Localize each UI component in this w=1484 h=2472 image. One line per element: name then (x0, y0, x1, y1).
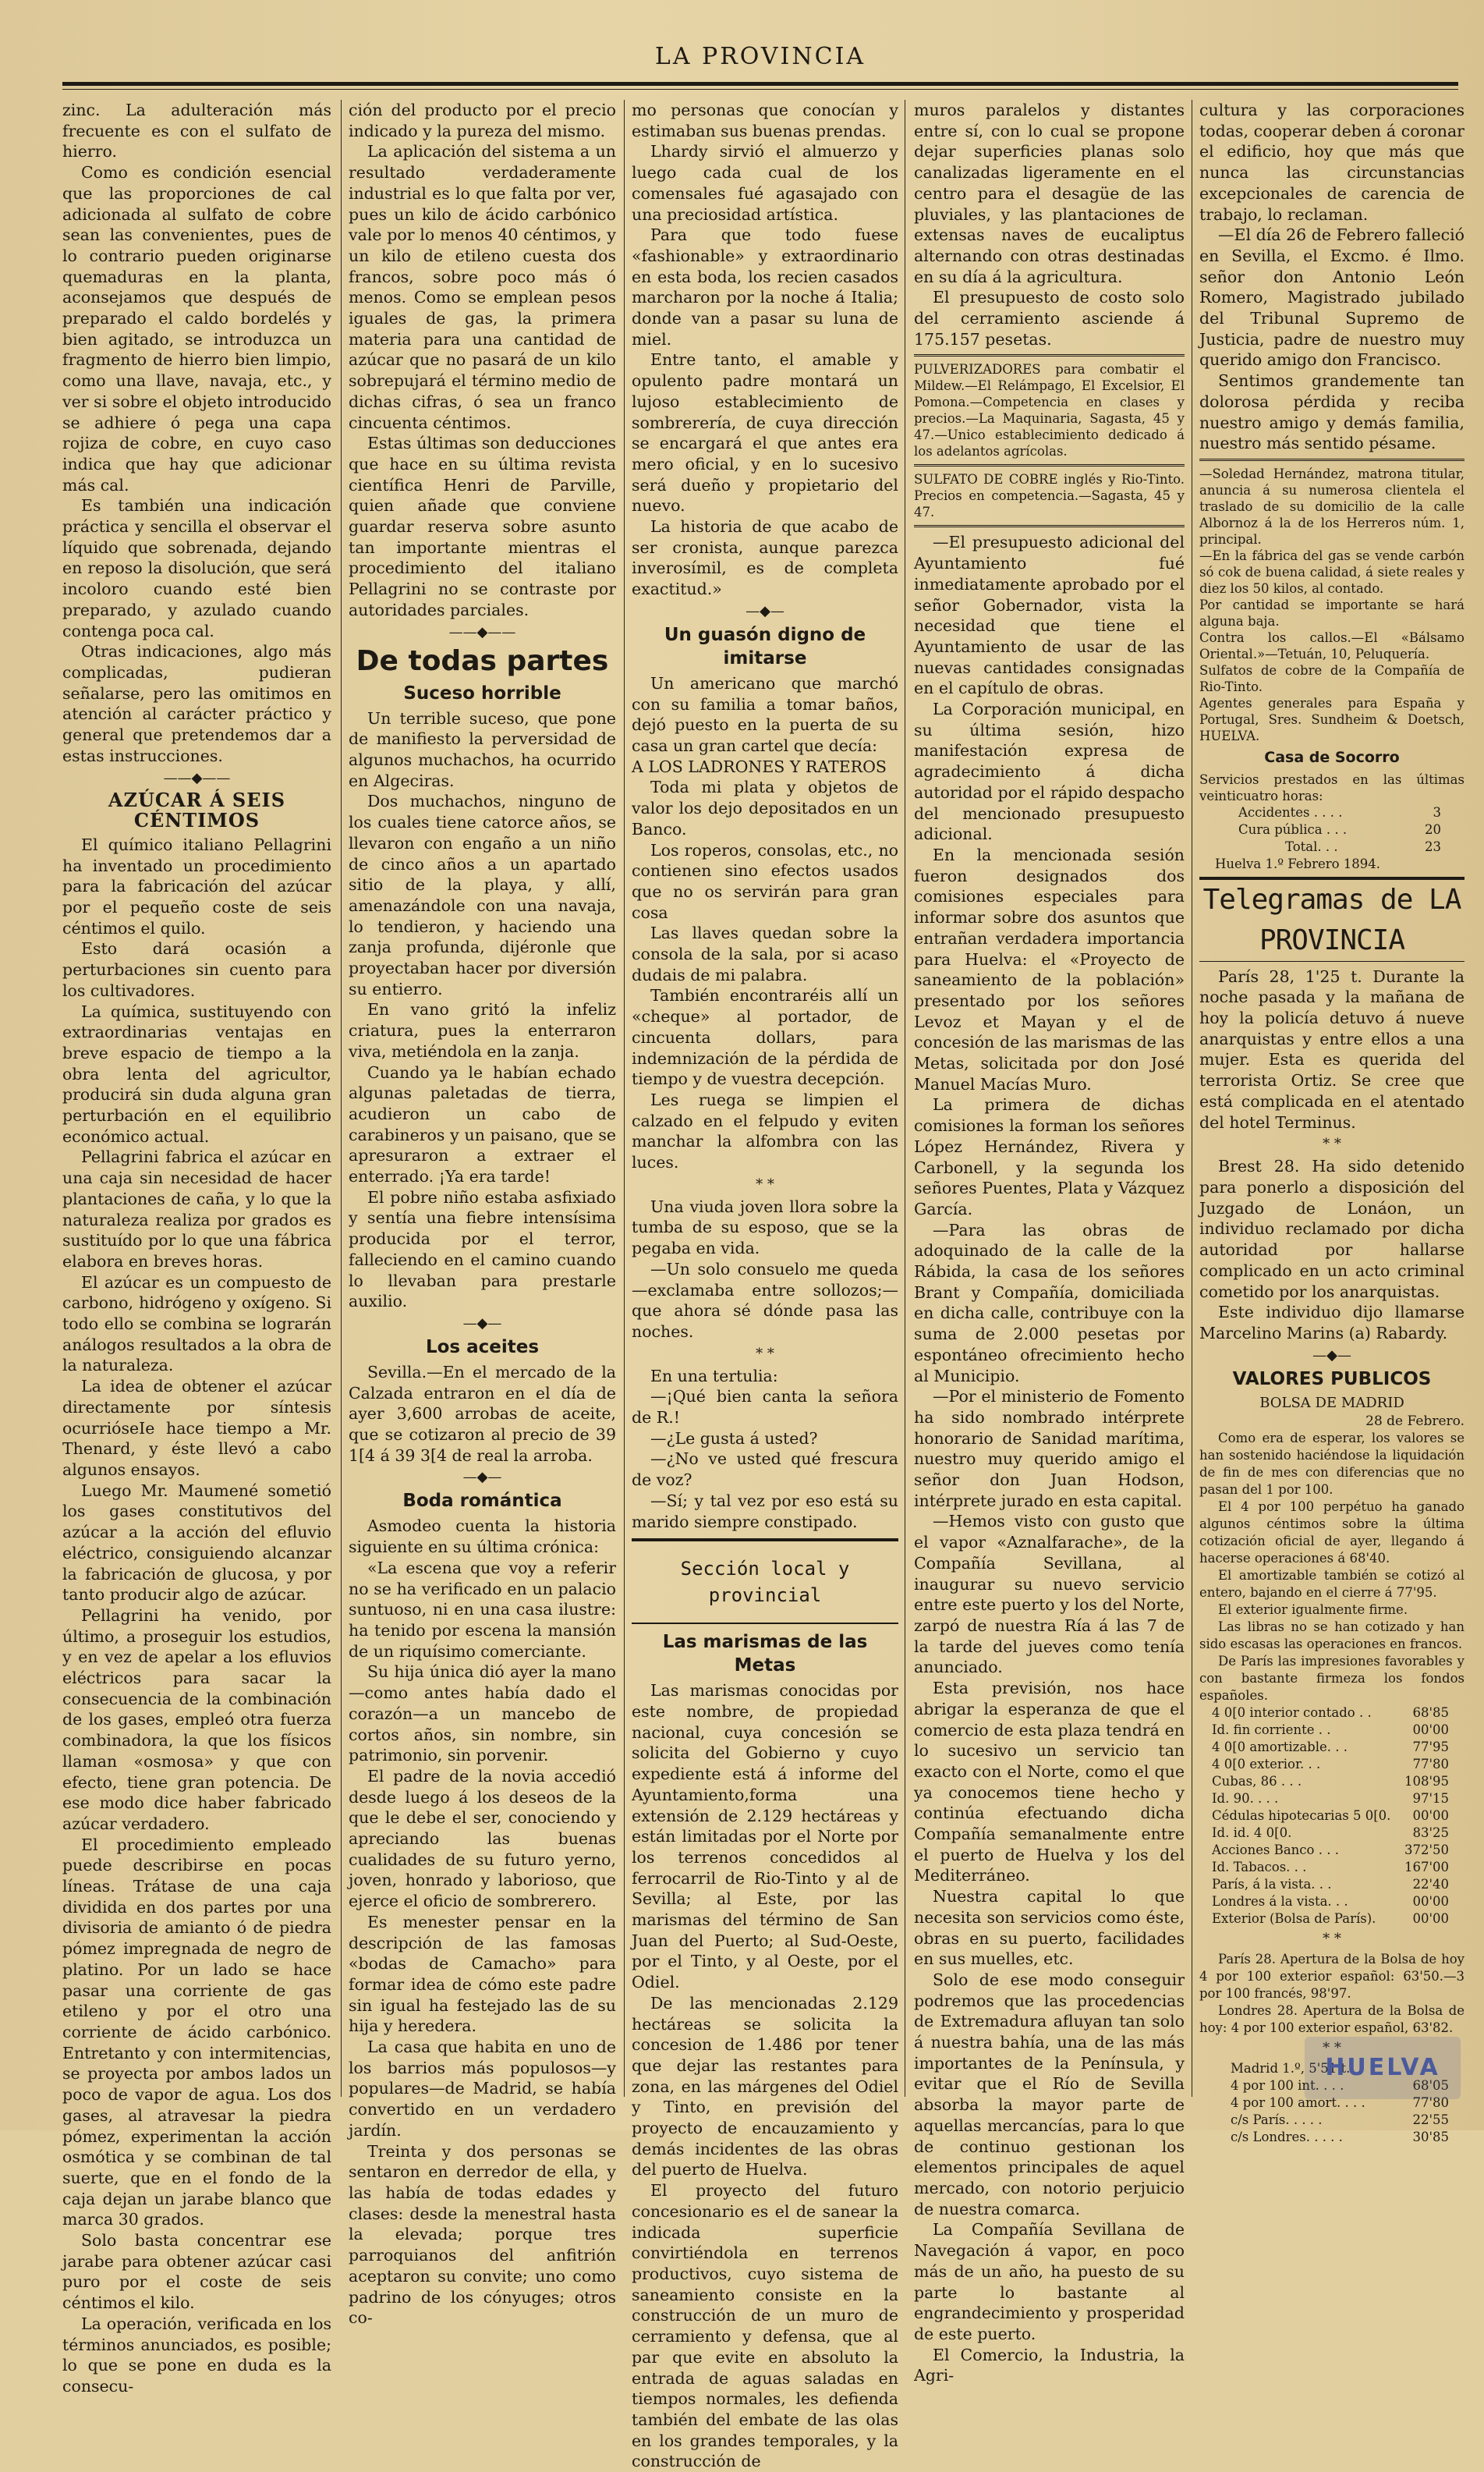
table-row: Id. id. 4 0[0. 83'25 (1212, 1825, 1449, 1840)
ornament-divider: * * (756, 1176, 774, 1193)
paragraph: En vano gritó la infeliz criatura, pues la enterraron viva, metiéndola en la zanja. (349, 1000, 616, 1061)
paragraph: Solo basta concentrar ese jarabe para obtener azúcar casi puro por el coste de seis céntimos el kilo. (62, 2231, 331, 2313)
table-row: Cura pública . . . 20 (1238, 821, 1441, 837)
paragraph: El procedimiento empleado puede describirse en pocas líneas. Trátase de una caja dividida en dos partes por una divisoria de amianto ó de piedra pómez impregnada de negro de platino. Por un lado se hace pasar una corriente de gas etileno y por el otro una corriente de ácido carbónico. Entretanto y con intermitencias, se proyecta por ambos lados un poco de vapor de agua. Los dos gases, al atravesar la piedra pómez, experimentan la acción osmótica y se combinan de tal suerte, que en el fondo de la caja dejan un jarabe blanco que marca 30 grados. (62, 1835, 331, 2229)
paragraph: El padre de la novia accedió desde luego á los deseos de la que le debe el ser, conociendo y apreciando las buenas cualidades de su futuro yerno, joven, honrado y laborioso, que ejerce el oficio de sombrerero. (349, 1766, 616, 1911)
paragraph: La idea de obtener el azúcar directamente por síntesis ocurrióseIe hace tiempo a Mr. Thenard, y éste llevó a cabo algunos ensayos. (62, 1377, 331, 1479)
telegramas-heading: Telegramas de LA PROVINCIA (1199, 877, 1465, 962)
table-row: Id. Tabacos. . . 167'00 (1212, 1859, 1449, 1874)
paragraph: Las marismas conocidas por este nombre, de propiedad nacional, cuya concesión se solicita del Gobierno y cuyo expediente está á informe del Ayuntamiento,forma una extensión de 2.129 hectáreas y están limitadas por el Norte por los terrenos concedidos al ferrocarril de Rio-Tinto y al de Sevilla; al Este, por las marismas del término de San Juan del Puerto; al Sud-Oeste, por el Tinto, y al Oeste, por el Odiel. (632, 1681, 898, 1992)
paragraph: En una tertulia: (650, 1366, 778, 1385)
socorro-title: Casa de Socorro (1264, 748, 1400, 766)
ad-rule (914, 525, 1185, 527)
paragraph: Los roperos, consolas, etc., no contienen sino efectos usados que no os servirán para gran cosa (632, 840, 898, 922)
paragraph: En la mencionada sesión fueron designados dos comisiones especiales para informar sobre dos asuntos que entrañan verdadera importancia para Huelva: el «Proyecto de saneamiento de la población» presentado por los señores Levoz et Mayan y el de concesión de las marismas de las Metas, solicitada por don José Manuel Macías Muro. (914, 845, 1185, 1094)
paragraph: Otras indicaciones, algo más complicadas, pudieran señalarse, pero las omitimos en atención al carácter práctico y general que pretendemos dar a estas instrucciones. (62, 642, 331, 765)
paragraph: Su hija única dió ayer la mano—como antes había dado el corazón—a un mancebo de cortos años, sin nombre, sin patrimonio, sin porvenir. (349, 1662, 616, 1765)
column-divider (624, 100, 625, 2097)
table-row: c/s Londres. . . . . 30'85 (1231, 2129, 1449, 2144)
paragraph: París 28. Apertura de la Bolsa de hoy 4 por 100 exterior español: 63'50.—3 por 100 francés, 98'97. (1199, 1951, 1465, 2001)
paragraph: —Hemos visto con gusto que el vapor «Aznalfarache», de la Compañía Sevillana, al inaugurar su nuevo servicio entre este puerto y los del Norte, zarpó de nuestra Ría á las 7 de la tarde del jueves como tenía anunciado. (914, 1512, 1185, 1677)
paragraph: De las mencionadas 2.129 hectáreas se solicita la concesion de 1.486 por tener que dejar las restantes para zona, en las márgenes del Odiel y Tinto, en previsión del proyecto de encauzamiento y demás incidentes de las obras del puerto de Huelva. (632, 1993, 898, 2179)
masthead: LA PROVINCIA (654, 43, 866, 70)
column-2 (349, 100, 616, 2328)
paragraph: Dos muchachos, ninguno de los cuales tiene catorce años, se llevaron con engaño a un niño de cinco años a un apartado sitio de la playa, y allí, amenazándole con una navaja, lo tendieron, y haciendo una zanja profunda, dijéronle que proyectaban hacer por diversión su entierro. (349, 792, 616, 998)
ornament-divider: —◆— (1312, 1346, 1351, 1364)
section-heading: De todas partes (356, 644, 609, 677)
paragraph: «La escena que voy a referir no se ha verificado en un palacio suntuoso, ni en una casa ilustre: ha tenido por escena la mansión de un riquísimo comerciante. (349, 1558, 616, 1661)
column-5 (1199, 100, 1465, 2144)
article-heading: Las marismas de las Metas (662, 1632, 868, 1676)
paragraph: El amortizable también se cotizó al entero, bajando en el cierre á 77'95. (1199, 1567, 1465, 1600)
table-row: c/s París. . . . . 22'55 (1231, 2112, 1449, 2127)
masthead-rule-thin (62, 89, 1458, 90)
paragraph: —Sí; y tal vez por eso está su marido siempre constipado. (632, 1491, 898, 1531)
column-4 (914, 100, 1185, 2385)
paragraph: Es menester pensar en la descripción de las famosas «bodas de Camacho» para formar idea de cómo este padre sin igual ha festejado las de su hija y heredera. (349, 1912, 616, 2036)
advertisement: Por cantidad se importante se hará alguna baja. (1199, 597, 1465, 629)
ornament-divider: * * (756, 1345, 774, 1362)
paragraph: muros paralelos y distantes entre sí, con lo cual se propone dejar superficies planas solo canalizadas ligeramente en el centro para el desagüe de las pluviales, y las plantaciones de extensas naves de eucaliptus alternando con otras destinadas en su día á la agricultura. (914, 101, 1185, 286)
paragraph: Londres 28. Apertura de la Bolsa de hoy: 4 por 100 exterior español, 63'82. (1199, 2002, 1465, 2035)
ornament-divider: —◆— (462, 1469, 502, 1486)
paragraph: Este individuo dijo llamarse Marcelino Marins (a) Rabardy. (1199, 1303, 1465, 1342)
bolsa-date: 28 de Febrero. (1365, 1413, 1465, 1429)
section-banner: Sección local y provincial (632, 1538, 898, 1624)
table-row: Cédulas hipotecarias 5 0[0. 00'00 (1212, 1807, 1449, 1823)
paragraph: —Para las obras de adoquinado de la calle de la Rábida, la casa de los señores Brant y Compañía, domiciliada en dicha calle, contribuye con la suma de 2.000 pesetas por espontáneo ofrecimiento hecho al Municipio. (914, 1220, 1185, 1385)
table-row: 4 por 100 int. . . . 68'05 (1231, 2077, 1449, 2093)
paragraph: ción del producto por el precio indicado y la pureza del mismo. (349, 101, 616, 140)
madrid-heading: Madrid 1.º, 5'51 t. (1231, 2060, 1351, 2076)
paragraph: cultura y las corporaciones todas, cooperar deben á coronar el edificio, hoy que más que nunca las circunstancias excepcionales de carencia de trabajo, lo reclaman. (1199, 101, 1465, 224)
quotes-table (1199, 1704, 1465, 1928)
paragraph: Pellagrini fabrica el azúcar en una caja sin necesidad de hacer plantaciones de caña, y lo que la naturaleza realiza por grados es sustituído por lo que una fábrica elabora en breves horas. (62, 1147, 331, 1271)
paragraph: Para que todo fuese «fashionable» y extraordinario en esta boda, los recien casados marcharon por la noche á Italia; donde van a pasar su luna de miel. (632, 225, 898, 349)
paragraph: Como es condición esencial que las proporciones de cal adicionada al sulfato de cobre sean las convenientes, pues de lo contrario pueden originarse quemaduras en la planta, aconsejamos que después de preparado el caldo bordelés y bien agitado, se introduzca un fragmento de hierro bien limpio, como una llave, navaja, etc., y ver si sobre el objeto introducido se adhiere ó pega una capa rojiza de cobre, en cuyo caso indica que hay que adicionar más cal. (62, 163, 331, 495)
paragraph: Esto dará ocasión a perturbaciones sin cuento para los cultivadores. (62, 939, 331, 1000)
paragraph: La química, sustituyendo con extraordinarias ventajas en breve espacio de tiempo a la obra lenta del agricultor, producirá sin duda alguna gran perturbación en el equilibrio económico actual. (62, 1002, 331, 1146)
ornament-divider: —◆— (746, 602, 785, 619)
paragraph: Asmodeo cuenta la historia siguiente en su última crónica: (349, 1516, 616, 1557)
table-row: Total. . . 23 (1285, 839, 1441, 854)
paragraph: El presupuesto de costo solo del cerramiento asciende á 175.157 pesetas. (914, 288, 1185, 349)
ad-rule (914, 464, 1185, 466)
paragraph: El 4 por 100 perpétuo ha ganado algunos céntimos sobre la última cotización oficial de ayer, llegando á hacerse operaciones á 68'40. (1199, 1498, 1465, 1566)
paragraph: La Compañía Sevillana de Navegación á vapor, en poco más de un año, ha puesto de su parte lo bastante al engrandecimiento y prosperidad de este puerto. (914, 2220, 1185, 2343)
paragraph: París 28, 1'25 t. Durante la noche pasada y la mañana de hoy la policía detuvo á nueve anarquistas y entre ellos a una mujer. Esta es querida del terrorista Ortiz. Se cree que está complicada en el atentado del hotel Terminus. (1199, 966, 1465, 1132)
table-row: Accidentes . . . . 3 (1238, 804, 1441, 820)
table-row: 4 0[0 exterior. . . 77'80 (1212, 1756, 1449, 1772)
table-row: Cubas, 86 . . . 108'95 (1212, 1773, 1449, 1789)
paragraph: zinc. La adulteración más frecuente es con el sulfato de hierro. (62, 101, 331, 161)
table-row: París, á la vista. . . 22'40 (1212, 1876, 1449, 1892)
paragraph: Lhardy sirvió el almuerzo y luego cada cual de los comensales fué agasajado con una preciosidad artística. (632, 142, 898, 224)
paragraph: Es también una indicación práctica y sencilla el observar el líquido que sobrenada, dejando en reposo la disolución, que será incoloro cuando esté bien preparado, y azulado cuando contenga poca cal. (62, 496, 331, 640)
paragraph: Nuestra capital lo que necesita son servicios como éste, obras en su puerto, facilidades en sus muelles, etc. (914, 1887, 1185, 1969)
article-heading: AZÚCAR Á SEIS CÉNTIMOS (108, 788, 286, 832)
valores-heading: VALORES PUBLICOS (1232, 1368, 1432, 1389)
ornament-divider: * * (1323, 2039, 1341, 2056)
paragraph: La aplicación del sistema a un resultado verdaderamente industrial es lo que falta por ver, pues un kilo de ácido carbónico vale por lo menos 40 céntimos, y un kilo de etileno cuesta dos francos, sobre poco más ó menos. Como se emplean pesos iguales de gas, la primera materia para una cantidad de azúcar que no pasará de un kilo sobrepujará el término medio de dichas cifras, ó sea un franco cincuenta céntimos. (349, 142, 616, 432)
ornament-divider: ——◆—— (448, 623, 516, 640)
paragraph: El azúcar es un compuesto de carbono, hidrógeno y oxígeno. Si todo ello se combina se lograrán análogos resultados a la obra de la naturaleza. (62, 1272, 331, 1375)
masthead-rule (62, 82, 1458, 86)
sign-title: A LOS LADRONES Y RATEROS (632, 757, 887, 776)
advertisement: —Soledad Hernández, matrona titular, anuncia á su numerosa clientela el traslado de su domicilio de la calle Albornoz á la de los Herreros núm. 1, principal. (1199, 466, 1465, 547)
socorro-intro: Servicios prestados en las últimas veinticuatro horas: (1199, 771, 1465, 803)
paragraph: —Un solo consuelo me queda—exclamaba entre sollozos;—que ahora sé dónde pasa las noches. (632, 1259, 898, 1341)
paragraph: Como era de esperar, los valores se han sostenido haciéndose la liquidación de fin de mes con diferencias que no pasan del 1 por 100. (1199, 1430, 1465, 1497)
ad-rule (1199, 459, 1465, 461)
article-subheading: Suceso horrible (403, 683, 561, 704)
table-row: Exterior (Bolsa de París). 00'00 (1212, 1910, 1449, 1926)
paragraph: Les ruega se limpien el calzado en el felpudo y eviten manchar la alfombra con las luces. (632, 1090, 898, 1172)
paragraph: Las libras no se han cotizado y han sido escasas las operaciones en francos. (1199, 1619, 1465, 1651)
paragraph: También encontraréis allí un «cheque» al portador, de cincuenta dollars, para indemnización de la pérdida de tiempo y de vuestra decepción. (632, 986, 898, 1089)
column-3 (632, 100, 898, 2471)
paragraph: Estas últimas son deducciones que hace en su última revista científica Henri de Parville, quien añade que conviene guardar reserva sobre asunto tan importante mientras el procedimiento del italiano Pellagrini no se contraste por autoridades parciales. (349, 434, 616, 619)
paragraph: El pobre niño estaba asfixiado y sentía una fiebre intensísima producida por el terror, falleciendo en el camino cuando lo llevaban para prestarle auxilio. (349, 1187, 616, 1311)
paragraph: Entre tanto, el amable y opulento padre montará un lujoso establecimiento de sombrerería, de cuya dirección se encargará el que antes era mero oficial, y en lo sucesivo será dueño y propietario del nuevo. (632, 350, 898, 516)
ad-rule (914, 354, 1185, 356)
ornament-divider: * * (1323, 1136, 1341, 1153)
ornament-divider: * * (1323, 1930, 1341, 1947)
paragraph: Un americano que marchó con su familia a tomar baños, dejó puesto en la puerta de su casa un gran cartel que decía: (632, 673, 898, 755)
paragraph: Sentimos grandemente tan dolorosa pérdida y reciba nuestro amigo y demás familia, nuestro más sentido pésame. (1199, 371, 1465, 453)
paragraph: —El día 26 de Febrero falleció en Sevilla, el Excmo. é Ilmo. señor don Antonio León Romero, Magistrado jubilado del Tribunal Supremo de Justicia, padre de nuestro muy querido amigo don Francisco. (1199, 225, 1465, 370)
paragraph: De París las impresiones favorables y con bastante firmeza los fondos españoles. (1199, 1653, 1465, 1703)
column-divider (341, 100, 342, 2097)
advertisement: —En la fábrica del gas se vende carbón só cok de buena calidad, á siete reales y diez los 50 kilos, al contado. (1199, 548, 1465, 596)
paragraph: Una viuda joven llora sobre la tumba de su esposo, que se la pegaba en vida. (632, 1197, 898, 1258)
paragraph: —¿Le gusta á usted? (650, 1428, 818, 1448)
paragraph: Pellagrini ha venido, por último, a proseguir los estudios, y en vez de apelar a los efluvios eléctricos para sacar la consecuencia de la combinación de los gases, empleó otra fuerza combinadora, la que los físicos llaman «osmosa» y que con efecto, tiene gran potencia. De ese modo dice haber fabricado azúcar verdadero. (62, 1605, 331, 1833)
advertisement: Agentes generales para España y Portugal, Sres. Sundheim & Doetsch, HUELVA. (1199, 695, 1465, 743)
paragraph: Cuando ya le habían echado algunas paletadas de tierra, acudieron un cabo de carabineros y un paisano, que se apresuraron a extraer el enterrado. ¡Ya era tarde! (349, 1062, 616, 1186)
library-stamp: HUELVA (1305, 2037, 1461, 2099)
paragraph: mo personas que conocían y estimaban sus buenas prendas. (632, 101, 898, 140)
paragraph: La primera de dichas comisiones la forman los señores López Hernández, Rivera y Carbonell, y la segunda los señores Puentes, Plata y Vázquez García. (914, 1095, 1185, 1218)
paragraph: Sevilla.—En el mercado de la Calzada entraron en el día de ayer 3,600 arrobas de aceite, que se cotizaron al precio de 39 1[4 á 39 3[4 de real la arroba. (349, 1362, 616, 1465)
table-row: Id. fin corriente . . 00'00 (1212, 1722, 1449, 1737)
bolsa-heading: BOLSA DE MADRID (1259, 1394, 1404, 1411)
socorro-table (1199, 804, 1465, 856)
socorro-date: Huelva 1.º Febrero 1894. (1215, 856, 1381, 871)
article-heading: Un guasón digno de imitarse (664, 624, 866, 669)
advertisement-title: Sulfatos de cobre de la Compañía de Rio-Tinto. (1199, 662, 1465, 694)
advertisement: SULFATO DE COBRE inglés y Rio-Tinto. Precios en competencia.—Sagasta, 45 y 47. (914, 472, 1185, 520)
paragraph: El Comercio, la Industria, la Agri- (914, 2345, 1185, 2385)
paragraph: El exterior igualmente firme. (1218, 1601, 1408, 1617)
ornament-divider: —◆— (462, 1314, 502, 1332)
paragraph: Treinta y dos personas se sentaron en derredor de ella, y las había de todas edades y clases: desde la menestral hasta la elevada; porque tres parroquianos del anfitrión aceptaron su convite; uno como padrino de los cónyuges; otros co- (349, 2141, 616, 2328)
table-row: Id. 90. . . . 97'15 (1212, 1790, 1449, 1806)
ornament-divider: ——◆—— (163, 769, 231, 786)
paragraph: Luego Mr. Maumené sometió los gases constitutivos del azúcar a la acción del efluvio eléctrico, consiguiendo alcanzar la fabricación de glucosa, y por tanto producir algo de azúcar. (62, 1481, 331, 1605)
paragraph: —¡Qué bien canta la señora de R.! (632, 1387, 898, 1428)
paragraph: Las llaves quedan sobre la consola de la sala, por si acaso dudais de mi palabra. (632, 924, 898, 984)
advertisement: Contra los callos.—El «Bálsamo Oriental.»—Tetuán, 10, Peluquería. (1199, 630, 1465, 661)
paragraph: El proyecto del futuro concesionario es el de sanear la indicada superficie convirtiéndola en terrenos productivos, cuyo sistema de saneamiento consiste en la construcción de un muro de cerramiento y defensa, que al par que evite en absoluto la entrada de aguas saladas en tiempos normales, les defienda también del embate de las olas en los grandes temporales, y la construcción de (632, 2181, 898, 2471)
paragraph: —El presupuesto adicional del Ayuntamiento fué inmediatamente aprobado por el señor Gobernador, vista la necesidad que tiene el Ayuntamiento de usar de las nuevas cantidades consignadas en el capítulo de obras. (914, 533, 1185, 698)
paragraph: La historia de que acabo de ser cronista, aunque parezca inverosímil, es de completa exactitud.» (632, 517, 898, 599)
paragraph: Un terrible suceso, que pone de manifiesto la perversidad de algunos muchachos, ha ocurrido en Algeciras. (349, 708, 616, 790)
article-subheading: Los aceites (425, 1336, 540, 1357)
table-row: 4 por 100 amort. . . . 77'80 (1231, 2094, 1449, 2110)
paragraph: Brest 28. Ha sido detenido para ponerlo a disposición del Juzgado de Lonáon, un individuo reclamado por dicha autoridad por hallarse complicado en un acto criminal cometido por los anarquistas. (1199, 1157, 1465, 1301)
paragraph: Toda mi plata y objetos de valor los dejo depositados en un Banco. (632, 778, 898, 839)
paragraph: La Corporación municipal, en su última sesión, hizo manifestación expresa de agradecimiento á dicha autoridad por el rápido despacho del mencionado presupuesto adicional. (914, 700, 1185, 844)
table-row: 4 0[0 amortizable. . . 77'95 (1212, 1739, 1449, 1754)
paragraph: Esta previsión, nos hace abrigar la esperanza de que el comercio de esta plaza tendrá en lo sucesivo un servicio tan exacto con el Norte, como el que ya conocemos tiene hecho y continúa efectuando dicha Compañía semanalmente entre el puerto de Huelva y los del Mediterráneo. (914, 1679, 1185, 1885)
column-1 (62, 100, 331, 2396)
paragraph: La casa que habita en uno de los barrios más populosos—y populares—de Madrid, se había convertido en un verdadero jardín. (349, 2038, 616, 2140)
table-row: 4 0[0 interior contado . . 68'85 (1212, 1704, 1449, 1720)
paragraph: La operación, verificada en los términos anunciados, es posible; lo que se pone en duda es la consecu- (62, 2314, 331, 2396)
paragraph: El químico italiano Pellagrini ha inventado un procedimiento para la fabricación del azúcar por el pequeño coste de seis céntimos el quilo. (62, 835, 331, 938)
table-row: Londres á la vista. . . 00'00 (1212, 1893, 1449, 1909)
paragraph: —¿No ve usted qué frescura de voz? (632, 1449, 898, 1490)
paragraph: —Por el ministerio de Fomento ha sido nombrado intérprete honorario de Sanidad marítima, nuestro muy querido amigo el señor don Juan Hodson, intérprete jurado en esta capital. (914, 1387, 1185, 1510)
table-row: Acciones Banco . . . 372'50 (1212, 1842, 1449, 1857)
paragraph: Solo de ese modo conseguir podremos que las procedencias de Extremadura afluyan tan solo á nuestra bahía, una de las más importantes de la Península, y evitar que el Río de Sevilla absorba la mayor parte de aquellas mercancías, para lo que de continuo gestionan los elementos principales de aquel mercado, con notorio perjuicio de nuestra comarca. (914, 1970, 1185, 2218)
advertisement: PULVERIZADORES para combatir el Mildew.—El Relámpago, El Excelsior, El Pomona.—Competencia en clases y precios.—La Maquinaria, Sagasta, 45 y 47.—Unico establecimiento dedicado á los adelantos agrícolas. (914, 362, 1185, 459)
article-subheading: Boda romántica (402, 1491, 562, 1512)
